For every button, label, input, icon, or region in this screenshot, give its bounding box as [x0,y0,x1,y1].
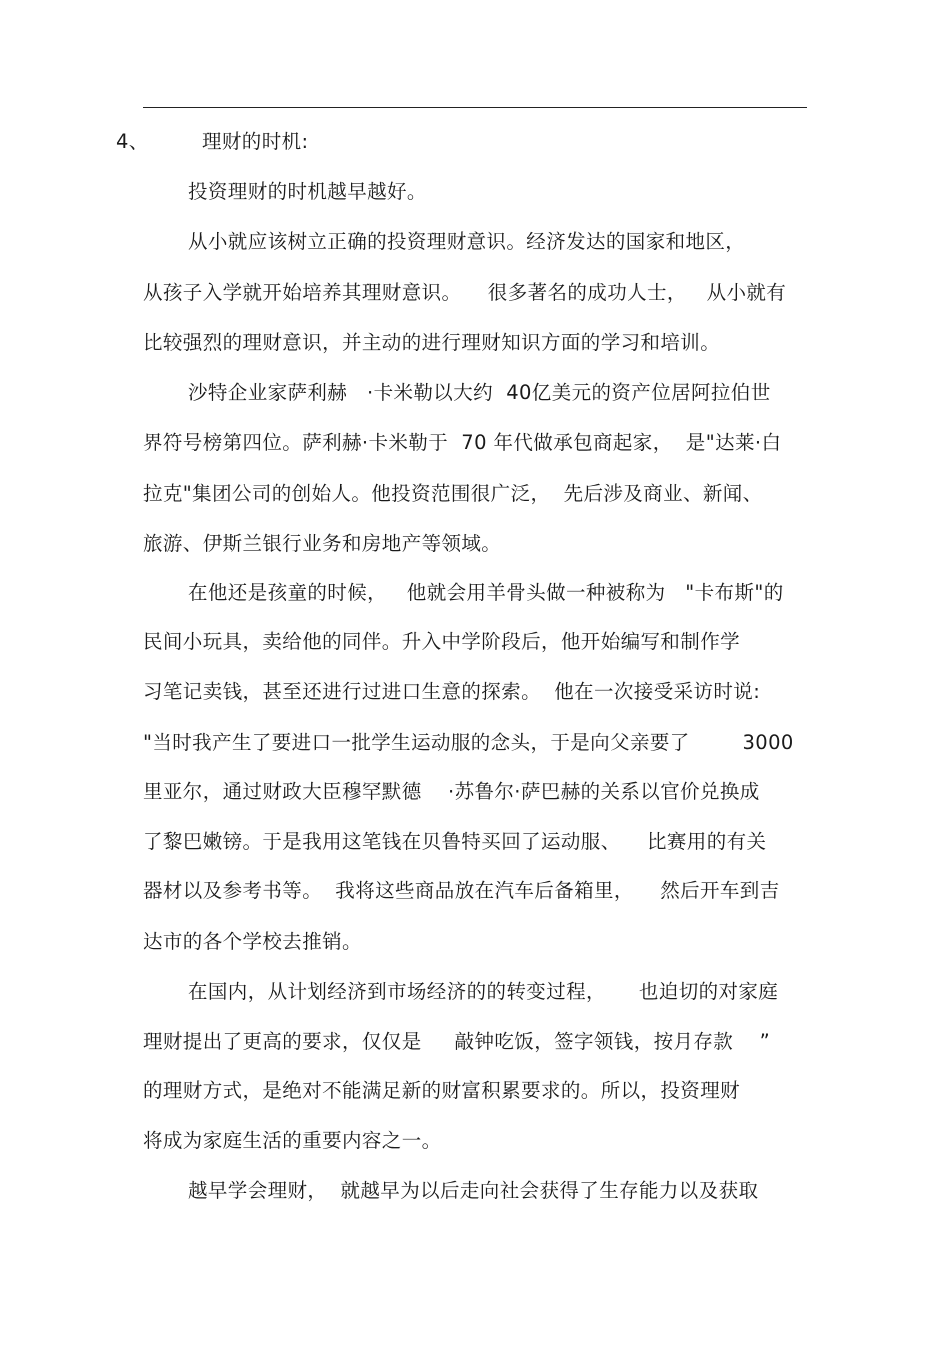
text-line: 将成为家庭生活的重要内容之一。 [143,1129,442,1152]
text-line: 的理财方式，是绝对不能满足新的财富积累要求的。所以，投资理财 [143,1079,741,1102]
text-line: 器材以及参考书等。 我将这些商品放在汽车后备箱里， 然后开车到吉 [143,879,780,902]
text-line: 理财提出了更高的要求，仅仅是 敲钟吃饭，签字领钱，按月存款 ” [143,1030,771,1053]
text-line: 在他还是孩童的时候， 他就会用羊骨头做一种被称为 "卡布斯"的 [188,581,784,604]
section-title: 理财的时机: [202,130,309,153]
text-line: 拉克"集团公司的创始人。他投资范围很广泛， 先后涉及商业、新闻、 [143,482,763,505]
text-line: "当时我产生了要进口一批学生运动服的念头，于是向父亲要了 3000 [143,731,794,754]
header-rule [143,107,807,108]
text-line: 了黎巴嫩镑。于是我用这笔钱在贝鲁特买回了运动服、 比赛用的有关 [143,830,767,853]
text-line: 沙特企业家萨利赫 ·卡米勒以大约 40亿美元的资产位居阿拉伯世 [188,381,771,404]
text-line: 达市的各个学校去推销。 [143,930,362,953]
text-line: 习笔记卖钱，甚至还进行过进口生意的探索。 他在一次接受采访时说: [143,680,761,703]
text-line: 里亚尔，通过财政大臣穆罕默德 ·苏鲁尔·萨巴赫的关系以官价兑换成 [143,780,760,803]
section-number: 4、 [116,130,149,153]
text-line: 从孩子入学就开始培养其理财意识。 很多著名的成功人士， 从小就有 [143,281,787,304]
text-line: 投资理财的时机越早越好。 [188,180,427,203]
text-line: 民间小玩具，卖给他的同伴。升入中学阶段后，他开始编写和制作学 [143,630,741,653]
text-line: 比较强烈的理财意识，并主动的进行理财知识方面的学习和培训。 [143,331,721,354]
text-line: 越早学会理财， 就越早为以后走向社会获得了生存能力以及获取 [188,1179,759,1202]
text-line: 旅游、伊斯兰银行业务和房地产等领域。 [143,532,502,555]
text-line: 在国内，从计划经济到市场经济的的转变过程， 也迫切的对家庭 [188,980,779,1003]
text-line: 界符号榜第四位。萨利赫·卡米勒于 70 年代做承包商起家， 是"达莱·白 [143,431,782,454]
text-line: 从小就应该树立正确的投资理财意识。经济发达的国家和地区， [188,230,746,253]
